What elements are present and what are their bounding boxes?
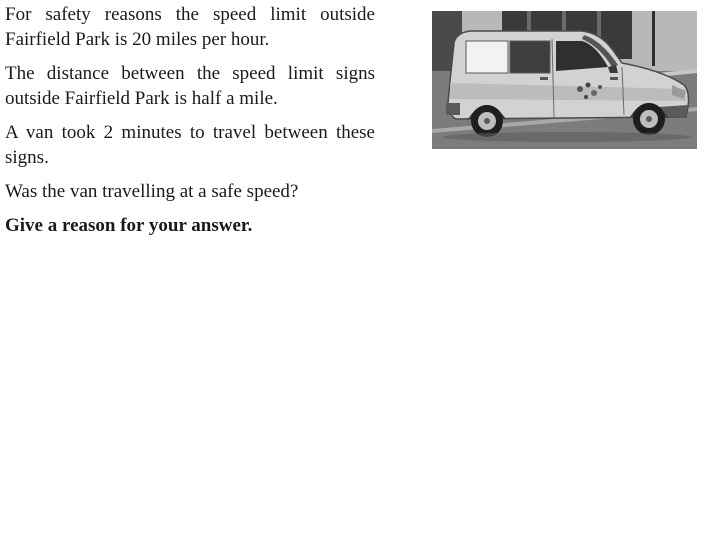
question-text-block bbox=[5, 2, 375, 247]
distance-statement: The distance between the speed limit signs outside Fairfield Park is half a mile. bbox=[5, 63, 375, 109]
travel-time-statement: A van took 2 minutes to travel between these signs. bbox=[5, 122, 375, 168]
speed-limit-statement: For safety reasons the speed limit outside Fairfield Park is 20 miles per hour. bbox=[5, 4, 375, 50]
van-photo bbox=[432, 11, 697, 149]
answer-prompt: Give a reason for your answer. bbox=[5, 215, 253, 236]
question-statement: Was the van travelling at a safe speed? bbox=[5, 181, 299, 202]
